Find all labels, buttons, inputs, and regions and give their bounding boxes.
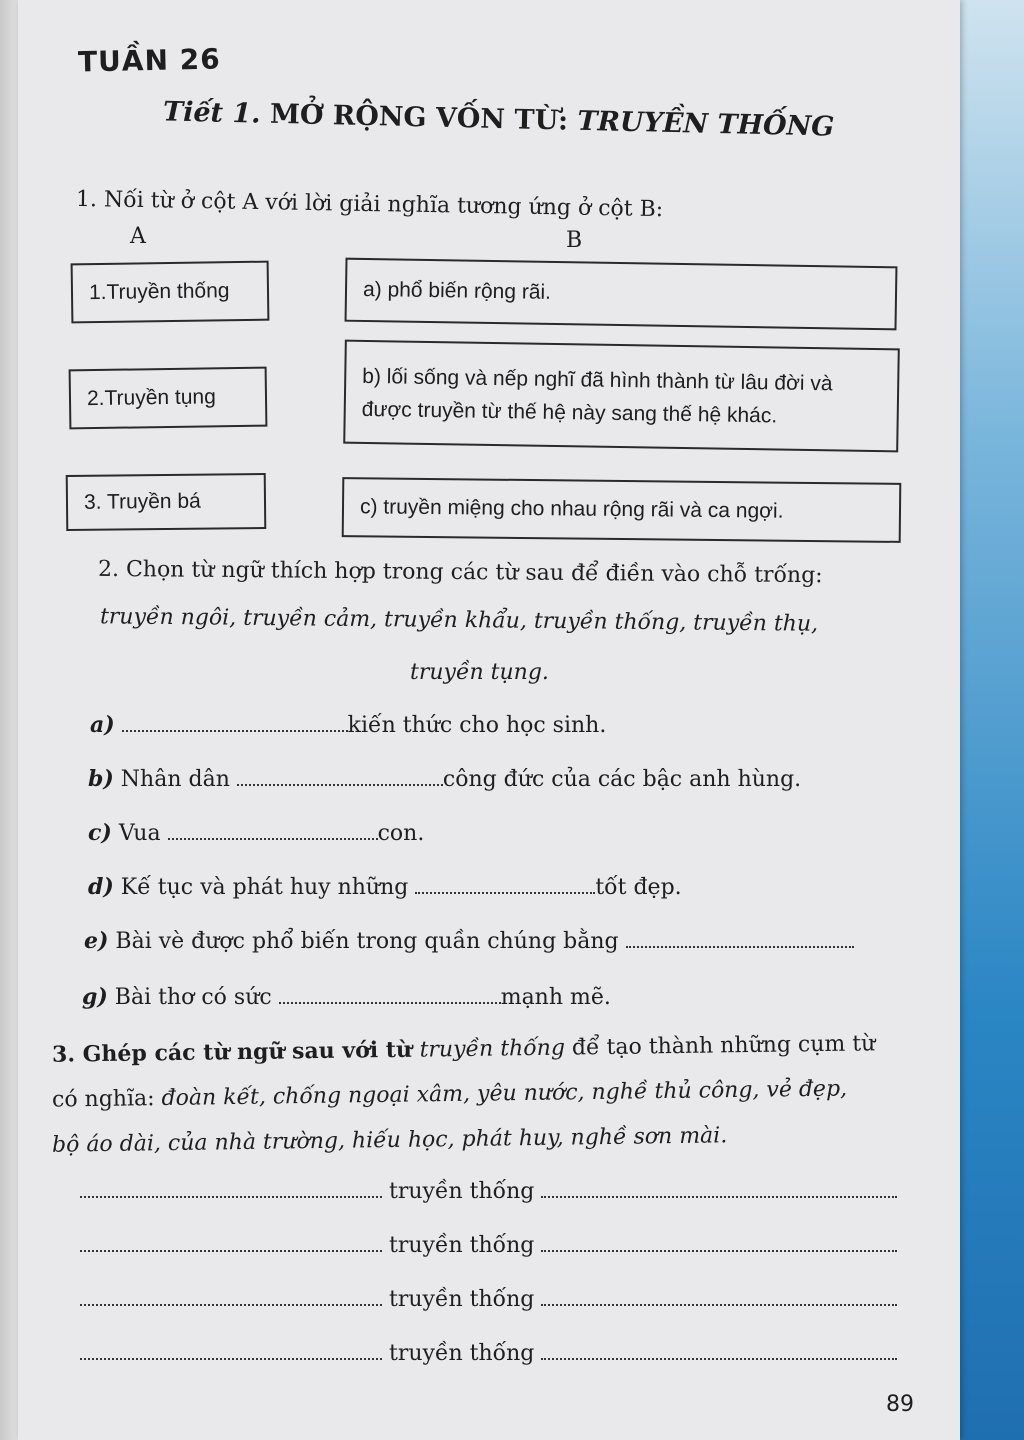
exercise2-item-g [82,984,611,1010]
fill-blank[interactable] [122,712,348,732]
row-word: truyền thống [389,1233,535,1258]
exercise2-item-e [84,928,854,954]
item-after: con. [377,821,425,846]
ex3-part-c: để tạo thành những cụm từ [564,1031,876,1061]
week-title: TUẦN 26 [77,42,221,79]
item-before: Bài vè được phổ biến trong quần chúng bằng [115,929,619,954]
background-right [954,0,1024,1440]
column-a-item-2 [69,367,268,430]
workbook-page [18,0,960,1440]
column-a-item-2-text: 2.Truyền tụng [86,385,216,411]
fill-blank-left[interactable] [80,1340,382,1360]
exercise2-item-b [88,766,801,792]
item-after: tốt đẹp. [595,875,682,900]
item-label: g) [82,984,108,1010]
fill-blank-right[interactable] [541,1340,897,1360]
exercise2-item-a [90,712,606,738]
fill-blank-left[interactable] [80,1178,382,1198]
exercise2-instruction: 2. Chọn từ ngữ thích hợp trong các từ sau để điền vào chỗ trống: [97,556,823,589]
exercise2-item-c [88,820,424,846]
fill-blank-right[interactable] [541,1232,897,1252]
exercise3-row-1 [80,1178,897,1204]
exercise2-item-d [88,874,682,900]
item-label: c) [88,820,112,846]
exercise3-instruction-line1 [52,1030,876,1067]
column-b-item-c-text: c) truyền miệng cho nhau rộng rãi và ca ngợi. [359,495,784,523]
item-before: Nhân dân [120,767,230,792]
ex3-line2-b: đoàn kết, chống ngoại xâm, yêu nước, nghề thủ công, vẻ đẹp, [161,1076,848,1112]
item-label: d) [88,874,114,900]
item-label: b) [88,766,114,792]
fill-blank-left[interactable] [80,1286,382,1306]
ex3-part-a: 3. Ghép các từ ngữ sau với từ [51,1036,420,1068]
column-b-item-b-line2: được truyền từ thế hệ này sang thế hệ khác. [361,397,778,428]
fill-blank[interactable] [237,766,443,786]
column-a-item-3-text: 3. Truyền bá [83,489,201,514]
fill-blank[interactable] [168,820,378,840]
item-before: Bài thơ có sức [114,985,272,1010]
exercise3-row-4 [80,1340,897,1366]
column-a-header: A [130,224,146,249]
lesson-title [163,96,835,142]
column-b-header: B [566,228,583,253]
column-b-item-b-line1: b) lối sống và nếp nghĩ đã hình thành từ lâu đời và [362,365,833,396]
ex3-line2-a: có nghĩa: [51,1086,162,1113]
exercise3-instruction-line2 [52,1076,847,1112]
item-before: Kế tục và phát huy những [120,875,409,900]
item-after: mạnh mẽ. [500,985,611,1010]
fill-blank[interactable] [279,984,501,1004]
row-word: truyền thống [389,1341,535,1366]
column-a-item-3 [66,473,267,531]
lesson-prefix: Tiết 1. [162,96,271,130]
column-a-item-1 [71,261,270,324]
exercise3-row-2 [80,1232,897,1258]
item-after: kiến thức cho học sinh. [347,713,607,738]
item-label: a) [90,712,115,738]
item-after: công đức của các bậc anh hùng. [442,767,802,792]
fill-blank-right[interactable] [541,1286,897,1306]
column-b-item-b [343,340,900,453]
column-b-item-a-text: a) phổ biến rộng rãi. [362,277,552,304]
fill-blank-right[interactable] [541,1178,897,1198]
exercise3-row-3 [80,1286,897,1312]
fill-blank[interactable] [415,874,595,894]
item-label: e) [84,928,109,954]
row-word: truyền thống [389,1179,535,1204]
exercise3-instruction-line3: bộ áo dài, của nhà trường, hiếu học, phát huy, nghề sơn mài. [51,1123,728,1158]
lesson-main: MỞ RỘNG VỐN TỪ: [269,98,578,137]
exercise2-options-line1: truyền ngôi, truyền cảm, truyền khẩu, truyền thống, truyền thụ, [99,604,819,637]
item-before: Vua [118,821,161,846]
fill-blank-left[interactable] [80,1232,382,1252]
background-left [0,0,20,1440]
exercise2-options-line2: truyền tụng. [410,660,549,685]
page-number: 89 [886,1392,914,1417]
row-word: truyền thống [389,1287,535,1312]
column-a-item-1-text: 1.Truyền thống [88,279,230,305]
fill-blank[interactable] [626,928,854,948]
column-b-item-c [342,477,902,543]
exercise1-instruction: 1. Nối từ ở cột A với lời giải nghĩa tương ứng ở cột B: [75,186,664,223]
ex3-part-b: truyền thống [419,1035,566,1063]
lesson-topic: TRUYỀN THỐNG [577,105,835,143]
column-b-item-a [345,258,898,331]
